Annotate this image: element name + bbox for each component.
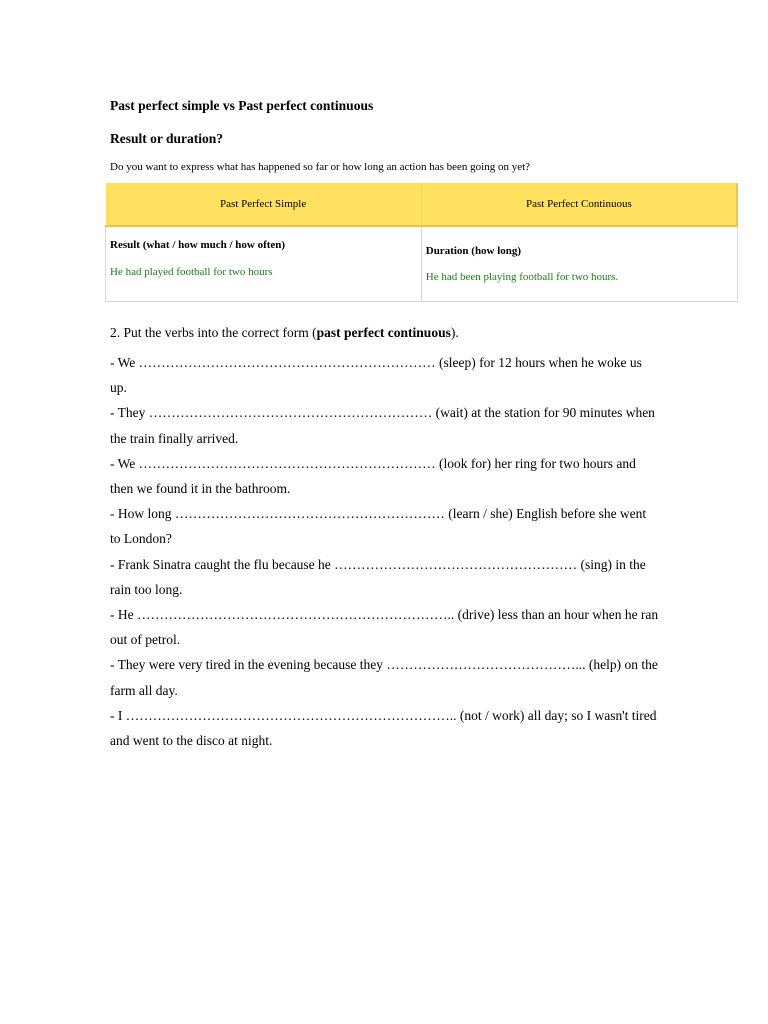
header-past-perfect-continuous: Past Perfect Continuous	[421, 183, 737, 226]
table-row	[106, 226, 738, 302]
duration-example: He had been playing football for two hours.	[425, 271, 619, 283]
page-title: Past perfect simple vs Past perfect continuous	[110, 98, 374, 113]
exercise-item: - I ……………………………………………………………….. (not / work) all day; so I wasn't tired and went to the disco at night.	[110, 707, 657, 749]
header-past-perfect-simple: Past Perfect Simple	[106, 183, 422, 226]
result-heading: Result (what / how much / how often)	[110, 239, 286, 251]
cell-result	[106, 226, 422, 302]
table-header-row	[106, 183, 738, 226]
exercise-list	[110, 350, 660, 753]
exercise-item: - Frank Sinatra caught the flu because he ……………………………………………… (sing) in the rain too long.	[110, 556, 646, 597]
section-title: Result or duration?	[110, 131, 224, 146]
exercise-item: - How long …………………………………………………… (learn / she) English before she went to London?	[110, 506, 647, 547]
exercise-item: - They were very tired in the evening because they ……………………………………... (help) on the farm all day.	[110, 657, 658, 698]
exercise-heading	[110, 323, 660, 343]
exercise-heading-bold: past perfect continuous	[316, 325, 451, 340]
result-example: He had played football for two hours	[110, 266, 273, 278]
exercise-heading-prefix: 2. Put the verbs into the correct form (	[110, 325, 317, 340]
duration-heading: Duration (how long)	[425, 245, 522, 257]
comparison-table	[105, 183, 738, 302]
intro-text: Do you want to express what has happened so far or how long an action has been going on yet?	[110, 161, 531, 173]
exercise-item: - We ………………………………………………………… (look for) her ring for two hours and then we found it in the bathroom.	[110, 455, 636, 497]
exercise-section	[110, 323, 660, 753]
exercise-item: - We ………………………………………………………… (sleep) for 12 hours when he woke us up.	[110, 355, 642, 396]
exercise-item: - They ……………………………………………………… (wait) at the station for 90 minutes when the train finally arrived.	[110, 405, 655, 446]
exercise-item: - He …………………………………………………………….. (drive) less than an hour when he ran out of petrol.	[110, 607, 659, 648]
exercise-heading-suffix: ).	[450, 325, 459, 340]
cell-duration	[421, 226, 737, 302]
